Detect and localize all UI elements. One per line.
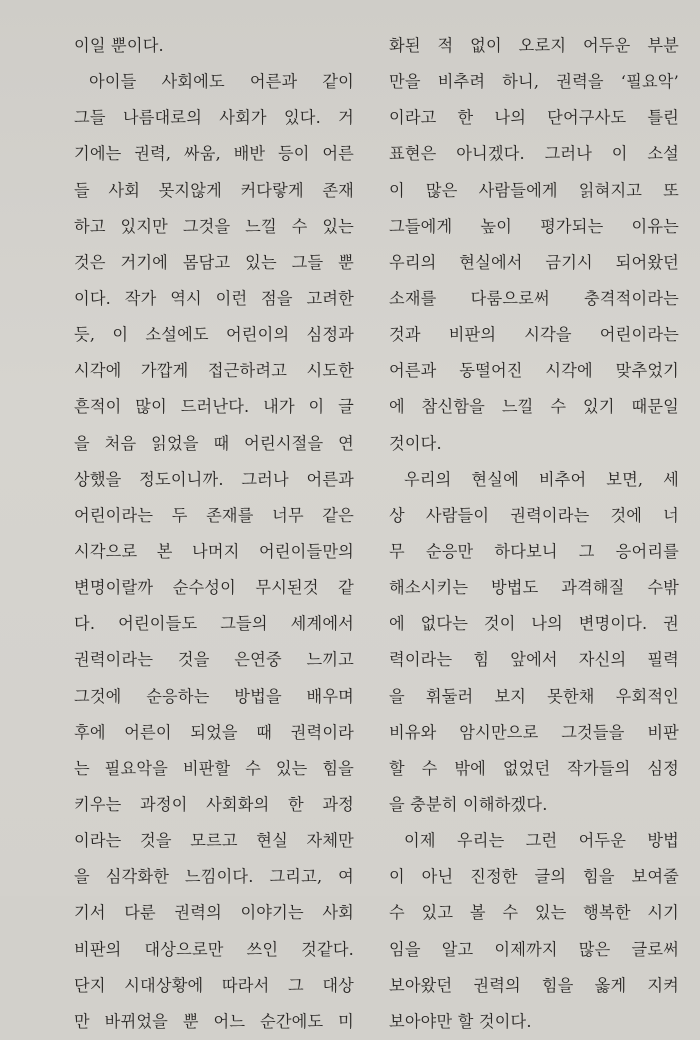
text-line: 을 휘둘러 보지 못한채 우회적인: [389, 686, 679, 706]
text-line: 수 있고 볼 수 있는 행복한 시기: [389, 903, 679, 923]
text-line: 이 아닌 진정한 글의 힘을 보여줄: [389, 867, 679, 887]
text-line: 보아왔던 권력의 힘을 옳게 지켜: [389, 975, 679, 995]
text-line: 그것에 순응하는 방법을 배우며: [74, 686, 354, 706]
text-line: 는 필요악을 비판할 수 있는 힘을: [74, 758, 354, 778]
text-line: 상 사람들이 권력이라는 것에 너: [389, 505, 679, 525]
text-line: 이라는 것을 모르고 현실 자체만: [74, 831, 354, 851]
text-line: 상했을 정도이니까. 그러나 어른과: [74, 469, 354, 489]
text-line: 임을 알고 이제까지 많은 글로써: [389, 939, 679, 959]
text-line: 비판의 대상으로만 쓰인 것같다.: [74, 939, 354, 959]
text-line: 그들 나름대로의 사회가 있다. 거: [74, 108, 354, 128]
text-line: 아이들 사회에도 어른과 같이: [89, 72, 354, 92]
text-line: 만 바뀌었을 뿐 어느 순간에도 미: [74, 1011, 354, 1031]
text-line: 을 충분히 이해하겠다.: [389, 794, 548, 814]
text-line: 이제 우리는 그런 어두운 방법: [404, 831, 679, 851]
text-line: 우리의 현실에 비추어 보면, 세: [404, 469, 679, 489]
text-line: 것은 거기에 몸담고 있는 그들 뿐: [74, 252, 354, 272]
text-line: 력이라는 힘 앞에서 자신의 필력: [389, 650, 679, 670]
text-line: 하고 있지만 그것을 느낄 수 있는: [74, 216, 354, 236]
text-line: 시각으로 본 나머지 어린이들만의: [74, 541, 354, 561]
text-line: 우리의 현실에서 금기시 되어왔던: [389, 252, 679, 272]
text-line: 을 처음 읽었을 때 어린시절을 연: [74, 433, 354, 453]
text-line: 소재를 다룸으로써 충격적이라는: [389, 288, 679, 308]
text-line: 이 많은 사람들에게 읽혀지고 또: [389, 180, 679, 200]
text-line: 에 없다는 것이 나의 변명이다. 권: [389, 614, 679, 634]
text-line: 기서 다룬 권력의 이야기는 사회: [74, 903, 354, 923]
text-line: 보아야만 할 것이다.: [389, 1011, 532, 1031]
text-line: 비유와 암시만으로 그것들을 비판: [389, 722, 679, 742]
text-line: 것과 비판의 시각을 어린이라는: [389, 325, 679, 345]
text-line: 키우는 과정이 사회화의 한 과정: [74, 794, 354, 814]
text-line: 다. 어린이들도 그들의 세계에서: [74, 614, 354, 634]
text-line: 화된 적 없이 오로지 어두운 부분: [389, 36, 679, 55]
text-line: 표현은 아니겠다. 그러나 이 소설: [389, 144, 679, 164]
text-line: 이라고 한 나의 단어구사도 틀린: [389, 108, 679, 128]
text-line: 할 수 밖에 없었던 작가들의 심정: [389, 758, 679, 778]
left-text-column: [74, 28, 354, 1040]
text-line: 어른과 동떨어진 시각에 맞추었기: [389, 361, 679, 381]
text-line: 해소시키는 방법도 과격해질 수밖: [389, 578, 679, 598]
text-line: 이다. 작가 역시 이런 점을 고려한: [74, 288, 354, 308]
text-line: 들 사회 못지않게 커다랗게 존재: [74, 180, 354, 200]
right-text-column: [389, 28, 679, 1040]
text-line: 단지 시대상황에 따라서 그 대상: [74, 975, 354, 995]
text-line: 만을 비추려 하니, 권력을 ‘필요악’: [389, 72, 679, 92]
text-line: 시각에 가깝게 접근하려고 시도한: [74, 361, 354, 381]
text-line: 흔적이 많이 드러난다. 내가 이 글: [74, 397, 354, 417]
text-line: 듯, 이 소설에도 어린이의 심정과: [74, 325, 354, 345]
text-line: 변명이랄까 순수성이 무시된것 같: [74, 578, 354, 598]
text-line: 을 심각화한 느낌이다. 그리고, 여: [74, 867, 354, 887]
text-line: 무 순응만 하다보니 그 응어리를: [389, 541, 679, 561]
text-line: 에 참신함을 느낄 수 있기 때문일: [389, 397, 679, 417]
text-line: 후에 어른이 되었을 때 권력이라: [74, 722, 354, 742]
text-line: 이일 뿐이다.: [74, 36, 164, 55]
text-line: 것이다.: [389, 433, 442, 453]
text-line: 권력이라는 것을 은연중 느끼고: [74, 650, 354, 670]
text-line: 어린이라는 두 존재를 너무 같은: [74, 505, 354, 525]
text-line: 그들에게 높이 평가되는 이유는: [389, 216, 679, 236]
text-line: 기에는 권력, 싸움, 배반 등이 어른: [74, 144, 354, 164]
